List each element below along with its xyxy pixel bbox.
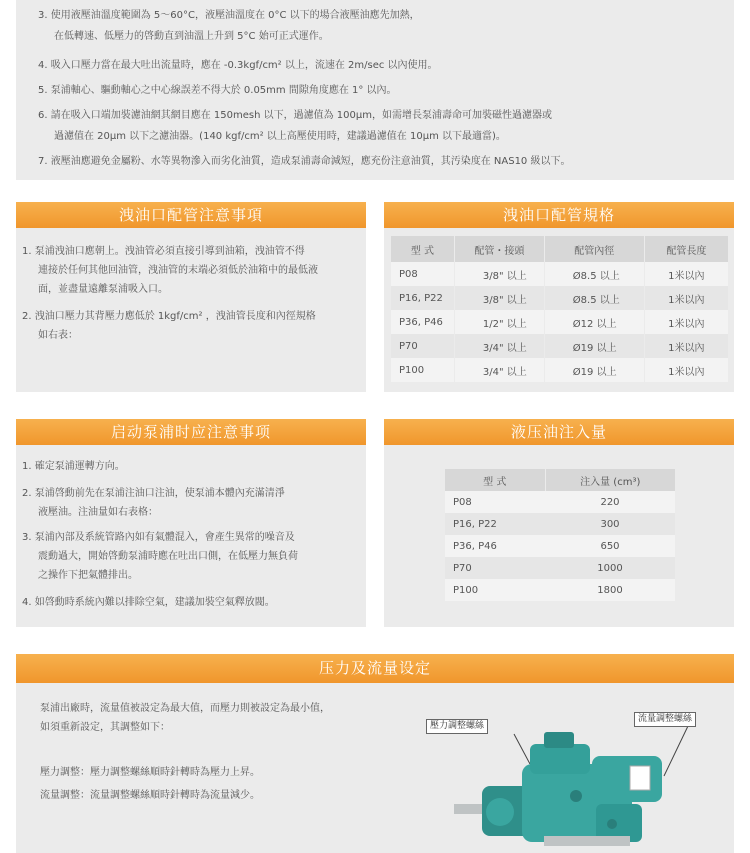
col-header: 型 式 (445, 469, 545, 491)
startup-note-line: 之操作下把氣體排出。 (38, 570, 138, 581)
col-header: 型 式 (391, 236, 455, 262)
startup-note-line: 3. 泵浦內部及系統管路內如有氣體混入，會產生異常的噪音及 (22, 532, 295, 543)
cell: Ø12 以上 (544, 310, 644, 334)
col-header: 注入量 (cm³) (545, 469, 675, 491)
note-4: 4. 吸入口壓力當在最大吐出流量時，應在 -0.3kgf/cm² 以上，流速在 2m/sec 以內使用。 (38, 60, 438, 71)
drain-spec-panel (384, 202, 734, 392)
cell: 1米以內 (644, 334, 728, 358)
cell: P100 (445, 579, 545, 601)
drain-note-line: 如右表： (38, 330, 78, 341)
drain-notes-panel (16, 202, 366, 392)
table-row (445, 491, 675, 513)
cell: 1800 (545, 579, 675, 601)
flow-adjust-text: 流量調整：流量調整螺絲順時針轉時為流量減少。 (40, 790, 260, 801)
drain-notes-list (22, 242, 362, 345)
cell: P70 (445, 557, 545, 579)
drain-note-line: 連接於任何其他回油管，洩油管的末端必須低於油箱中的最低液 (38, 265, 318, 276)
cell: 1米以內 (644, 286, 728, 310)
pressure-adjust-text: 壓力調整：壓力調整螺絲順時針轉時為壓力上昇。 (40, 767, 260, 778)
oil-fill-title: 液压油注入量 (384, 419, 734, 445)
cell: 300 (545, 513, 675, 535)
cell: 1米以內 (644, 310, 728, 334)
drain-note-line: 2. 洩油口壓力其背壓力應低於 1kgf/cm² ，洩油管長度和內徑規格 (22, 311, 316, 322)
cell: 1/2" 以上 (454, 310, 544, 334)
cell: 3/4" 以上 (454, 334, 544, 358)
cell: P36, P46 (391, 310, 455, 334)
startup-note-line: 2. 泵浦啓動前先在泵浦注油口注油，使泵浦本體內充滿清淨 (22, 488, 285, 499)
cell: Ø8.5 以上 (544, 262, 644, 286)
table-row (391, 310, 729, 334)
cell: 220 (545, 491, 675, 513)
pressure-flow-text (40, 699, 420, 805)
pressure-flow-panel (16, 654, 734, 853)
pf-line: 泵浦出廠時，流量值被設定為最大值，而壓力則被設定為最小值， (40, 703, 330, 714)
startup-notes-list (22, 457, 362, 612)
note-3-line2: 在低轉速、低壓力的啓動直到油溫上升到 5°C 始可正式運作。 (54, 31, 329, 42)
cell: P16, P22 (391, 286, 455, 310)
col-header: 配管內徑 (544, 236, 644, 262)
cell: P08 (391, 262, 455, 286)
note-5: 5. 泵浦軸心、驅動軸心之中心線誤差不得大於 0.05mm 間隙角度應在 1° 以內。 (38, 85, 397, 96)
table-row (391, 334, 729, 358)
top-notes-panel (16, 0, 734, 180)
cell: 1米以內 (644, 358, 728, 382)
startup-note-line: 震動過大，開始啓動泵浦時應在吐出口側，在低壓力無負荷 (38, 551, 298, 562)
flow-screw-label: 流量調整螺絲 (634, 712, 696, 727)
drain-spec-title: 洩油口配管規格 (384, 202, 734, 228)
note-3-line1: 3. 使用液壓油溫度範圍為 5～60°C，液壓油溫度在 0°C 以下的場合液壓油應先加熱， (38, 10, 420, 21)
table-row (391, 358, 729, 382)
pressure-flow-title: 压力及流量设定 (16, 654, 734, 683)
startup-note-line: 1. 確定泵浦運轉方向。 (22, 461, 125, 472)
cell: Ø19 以上 (544, 358, 644, 382)
cell: P08 (445, 491, 545, 513)
startup-notes-title: 启动泵浦时应注意事项 (16, 419, 366, 445)
note-6-line2: 過濾值在 20μm 以下之濾油器。(140 kgf/cm² 以上高壓使用時，建議過濾值在 10μm 以下最適當)。 (54, 131, 506, 142)
cell: P100 (391, 358, 455, 382)
drain-note-line: 1. 泵浦洩油口應朝上。洩油管必須直接引導到油箱，洩油管不得 (22, 246, 305, 257)
cell: 3/4" 以上 (454, 358, 544, 382)
col-header: 配管・接頭 (454, 236, 544, 262)
note-6-line1: 6. 請在吸入口端加裝濾油網其網目應在 150mesh 以下，過濾值為 100μm，如需增長泵浦壽命可加裝磁性過濾器或 (38, 110, 552, 121)
table-row (445, 579, 675, 601)
startup-notes-panel (16, 419, 366, 627)
table-row (445, 557, 675, 579)
drain-notes-title: 洩油口配管注意事項 (16, 202, 366, 228)
note-7: 7. 液壓油應避免金屬粉、水等異物滲入而劣化油質，造成泵浦壽命減短，應充份注意油質，其汚染度在 NAS10 級以下。 (38, 156, 571, 167)
cell: Ø8.5 以上 (544, 286, 644, 310)
col-header: 配管長度 (644, 236, 728, 262)
cell: P36, P46 (445, 535, 545, 557)
startup-note-line: 液壓油。注油量如右表格： (38, 507, 158, 518)
startup-note-line: 4. 如啓動時系統內難以排除空氣，建議加裝空氣釋放閥。 (22, 597, 275, 608)
pf-line: 如須重新設定，其調整如下： (40, 722, 170, 733)
cell: 1米以內 (644, 262, 728, 286)
oil-fill-panel (384, 419, 734, 627)
table-row (445, 535, 675, 557)
cell: Ø19 以上 (544, 334, 644, 358)
cell: 3/8" 以上 (454, 286, 544, 310)
cell: 1000 (545, 557, 675, 579)
drain-spec-table (390, 236, 728, 382)
table-row (391, 262, 729, 286)
table-row (391, 286, 729, 310)
table-row (445, 513, 675, 535)
cell: P16, P22 (445, 513, 545, 535)
oil-fill-table (445, 469, 675, 601)
pressure-screw-label: 壓力調整螺絲 (426, 719, 488, 734)
cell: 3/8" 以上 (454, 262, 544, 286)
cell: 650 (545, 535, 675, 557)
drain-note-line: 面，並盡量遠離泵浦吸入口。 (38, 284, 168, 295)
cell: P70 (391, 334, 455, 358)
